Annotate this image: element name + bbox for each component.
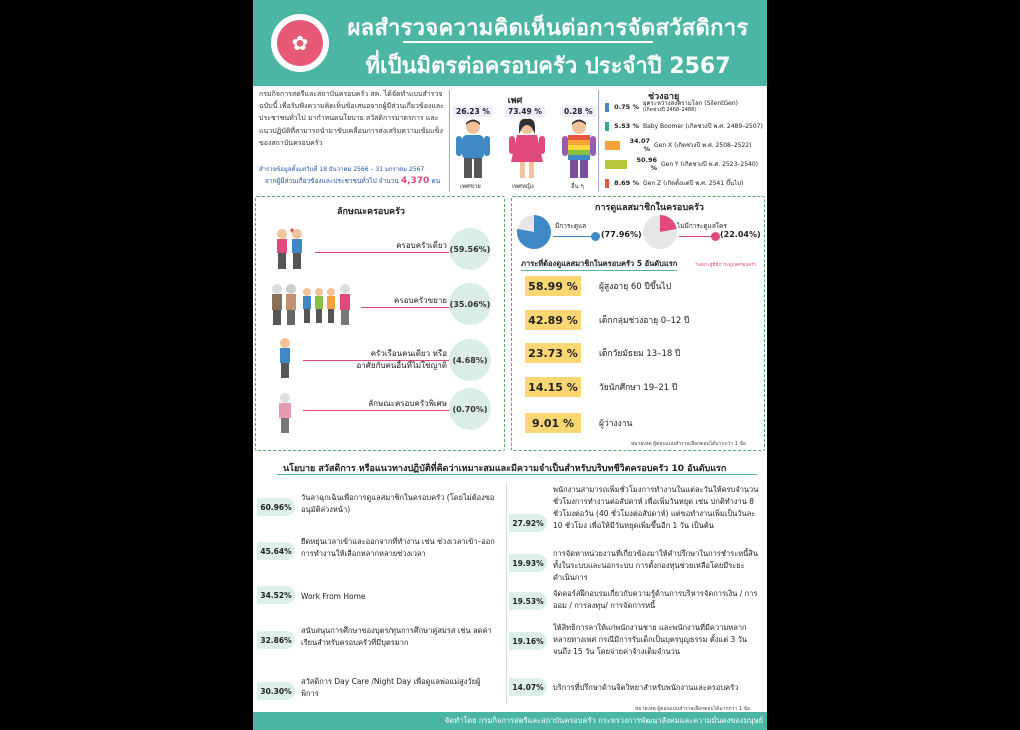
care-yes-connector — [553, 236, 595, 237]
policy-item-pct: 19.53% — [509, 592, 547, 610]
respondents-number: 4,370 — [400, 176, 430, 186]
care-item-label: ผู้สูงอายุ 60 ปีขึ้นไป — [599, 282, 672, 292]
age-row — [605, 138, 751, 152]
policy-item-text: ยืดหยุ่นเวลาเข้าและออกจากที่ทำงาน เช่น ช่วงเวลาเข้า–ออกการทำงานให้เลือกหลากหลายช่วงเวลา — [301, 537, 495, 558]
special-family-icon — [275, 392, 295, 434]
care-pie-no — [641, 213, 679, 251]
care-item-label: เด็กกลุ่มช่วงอายุ 0–12 ปี — [599, 316, 690, 326]
policy-item — [257, 536, 497, 560]
policy-item-pct: 45.64% — [257, 542, 295, 560]
family-connector-line — [315, 252, 451, 253]
title-divider — [403, 41, 653, 43]
family-single-label-line2: อาศัยกับคนอื่นที่ไม่ใช่ญาติ — [356, 361, 447, 370]
care-item — [525, 343, 680, 363]
care-item-pct: 9.01 % — [525, 413, 581, 433]
gender-male-pct: 26.23 % — [453, 106, 493, 117]
family-title: ลักษณะครอบครัว — [337, 207, 405, 217]
policy-item-text: สวัสดิการ Day Care /Night Day เพื่อดูแลพ่อแม่สูงวัยผู้พิการ — [301, 677, 481, 698]
age-pct: 34.07 % — [629, 137, 650, 153]
male-figure-icon — [453, 118, 493, 180]
age-bar — [605, 141, 620, 150]
policy-item — [509, 622, 763, 658]
age-pct: 5.53 % — [614, 122, 639, 130]
other-gender-figure-icon — [559, 118, 599, 180]
policy-note: หมายเหตุ ผู้ตอบแบบสำรวจเลือกตอบได้มากกว่า 1 ข้อ — [635, 706, 750, 712]
age-row — [605, 157, 758, 171]
age-bar — [605, 160, 627, 169]
respondents-prefix: จากผู้มีส่วนเกี่ยวข้องและประชาชนทั่วไป จำนวน — [265, 177, 399, 185]
age-bar — [605, 122, 609, 131]
age-label — [661, 161, 758, 168]
age-title: ช่วงอายุ — [648, 92, 680, 102]
policy-item — [257, 625, 497, 649]
care-item-label: วัยนักศึกษา 19–21 ปี — [599, 383, 678, 393]
age-pct: 8.69 % — [614, 179, 639, 187]
age-label-main: Gen Y (เกิดช่วงปี พ.ศ. 2523–2540) — [661, 160, 758, 168]
care-pie-yes — [515, 213, 553, 251]
family-nuclear-label: ครอบครัวเดี่ยว — [396, 241, 447, 250]
intro-text: กรมกิจการสตรีและสถาบันครอบครัว สค. ได้จัดทำแบบสำรวจฉบับนี้ เพื่อรับฟังความคิดเห็นข้อเสนอจากผู้มีส่วนเกี่ยวข้องและประชาชนทั่วไป มากำหนดนโยบาย สวัสดิการมาตรการ และแนวปฏิบัติที่สามารถนำมาขับเคลื่อนการส่งเสริมความเข้มแข็งของสถาบันครอบครัว — [259, 90, 444, 147]
header-banner — [253, 0, 767, 86]
age-label-main: ยุคระหว่างสงครามโลก (SilentGen) — [643, 100, 739, 107]
age-label — [643, 123, 763, 130]
gender-female-label: เพศหญิง — [512, 183, 534, 190]
care-item-pct: 42.89 % — [525, 310, 581, 330]
title-line-1: ผลสำรวจความคิดเห็นต่อการจัดสวัสดิการ — [347, 16, 749, 41]
care-item-label: ผู้ว่างงาน — [599, 419, 633, 429]
separator — [449, 90, 450, 192]
policy-item-pct: 32.86% — [257, 631, 295, 649]
respondents-count — [265, 176, 455, 186]
age-row — [605, 119, 763, 133]
survey-period: สำรวจข้อมูลตั้งแต่วันที่ 18 ธันวาคม 2566 – 31 มกราคม 2567 — [259, 166, 425, 173]
care-title: การดูแลสมาชิกในครอบครัว — [595, 203, 704, 213]
gender-title: เพศ — [507, 96, 523, 106]
care-yes-dot — [591, 232, 600, 241]
policy-item-pct: 27.92% — [509, 514, 547, 532]
family-single-pct: (4.68%) — [449, 339, 491, 381]
age-label — [643, 180, 743, 187]
family-special-label: ลักษณะครอบครัวพิเศษ — [368, 399, 447, 408]
family-single-label — [303, 348, 447, 372]
policy-item-text: ให้สิทธิการลาให้แก่พนักงานชาย และพนักงานที่มีความหลากหลายทางเพศ กรณีมีการรับเด็กเป็นบุตรบุญธรรม ตั้งแต่ 3 วันจนถึง 15 วัน โดยจ่ายค่าจ้างเต็มจำนวน — [553, 623, 747, 656]
age-row — [605, 176, 743, 190]
gender-other-pct: 0.28 % — [561, 106, 596, 117]
care-item — [525, 276, 671, 296]
title-line-2: ที่เป็นมิตรต่อครอบครัว ประจำปี 2567 — [365, 54, 731, 79]
policy-item — [257, 586, 497, 604]
care-top5-title: ภาระที่ต้องดูแลสมาชิกในครอบครัว 5 อันดับแรก — [521, 258, 677, 271]
care-no-label: ไม่มีการะดูแลใคร — [677, 222, 727, 230]
care-item-pct: 23.73 % — [525, 343, 581, 363]
family-connector-line — [361, 307, 451, 308]
age-pct: 0.75 % — [614, 103, 639, 111]
care-top5-note: *เฉพาะผู้ที่มีภาระดูแลครอบครัว — [695, 263, 757, 268]
care-no-connector — [679, 236, 715, 237]
age-label-main: Baby Boomer (เกิดช่วงปี พ.ศ. 2489–2507) — [643, 122, 763, 130]
age-bar — [605, 103, 609, 112]
department-logo — [271, 14, 329, 72]
age-row — [605, 100, 738, 114]
policy-title: นโยบาย สวัสดิการ หรือแนวทางปฏิบัติที่คิดว่าเหมาะสมและมีความจำเป็นสำหรับบริบทชีวิตครอบครัว 10 อันดับแรก — [283, 464, 727, 474]
female-figure-icon — [507, 118, 547, 180]
policy-item-text: จัดคอร์สฝึกอบรมเกี่ยวกับความรู้ด้านการบริหารจัดการเงิน / การออม / การลงทุน/ การจัดการหนี้ — [553, 589, 758, 610]
family-extended-pct: (35.06%) — [449, 283, 491, 325]
policy-item — [509, 548, 763, 584]
care-item-label: เด็กวัยมัธยม 13–18 ปี — [599, 349, 681, 359]
age-bar — [605, 179, 609, 188]
age-label-sub: (เกิดช่วงปี 2468–2488) — [643, 107, 697, 113]
care-yes-label: มีการะดูแล — [555, 222, 587, 230]
policy-item — [257, 676, 497, 700]
policy-item — [509, 588, 763, 612]
age-pct: 50.96 % — [636, 156, 657, 172]
policy-item — [509, 484, 763, 532]
care-yes-pct: (77.96%) — [601, 230, 642, 239]
policy-item-text: พนักงานสามารถเพิ่มชั่วโมงการทำงานในแต่ละวันให้ครบจำนวนชั่วโมงการทำงานต่อสัปดาห์ เพื่อเพิ่มวันหยุด เช่น ปกติทำงาน 8 ชั่วโมงต่อวัน (40 ชั่วโมงต่อสัปดาห์) แต่ขอทำงานเพิ่มเป็นวันละ 10 ชั่วโมง เพื่อให้มีวันหยุดเพิ่มขึ้นอีก 1 วัน เป็นต้น — [553, 485, 759, 530]
family-nuclear-pct: (59.56%) — [449, 228, 491, 270]
policy-item-text: วันลาฉุกเฉินเพื่อการดูแลสมาชิกในครอบครัว (โดยไม่ต้องขออนุมัติล่วงหน้า) — [301, 493, 495, 514]
policy-item-pct: 34.52% — [257, 586, 295, 604]
policy-item-pct: 19.93% — [509, 554, 547, 572]
policy-item — [509, 678, 763, 696]
footer-credit: จัดทำโดย กรมกิจการสตรีและสถาบันครอบครัว กระทรวงการพัฒนาสังคมและความมั่นคงของมนุษย์ — [253, 712, 767, 730]
nuclear-family-icon — [273, 228, 307, 272]
infographic-poster — [253, 0, 767, 730]
care-no-pct: (22.04%) — [720, 230, 761, 239]
gender-female-pct: 73.49 % — [505, 106, 545, 117]
age-label-main: Gen Z (เกิดตั้งแต่ปี พ.ศ. 2541 ขึ้นไป) — [643, 179, 744, 187]
age-label-main: Gen X (เกิดช่วงปี พ.ศ. 2508–2522) — [654, 141, 752, 149]
policy-item-text: บริการที่ปรึกษาด้านจิตวิทยาสำหรับพนักงานและครอบครัว — [553, 683, 739, 692]
care-item-pct: 14.15 % — [525, 377, 581, 397]
policy-item-pct: 60.96% — [257, 498, 295, 516]
age-label — [643, 100, 738, 114]
policy-item-pct: 19.16% — [509, 632, 547, 650]
care-no-dot — [711, 232, 720, 241]
policy-title-underline — [277, 474, 757, 475]
respondents-unit: คน — [431, 177, 441, 185]
policy-item-text: การจัดหาหน่วยงานที่เกี่ยวข้องมาให้คำปรึกษาในการชำระหนี้สินทั้งในระบบและนอกระบบ การตั้งกองทุนช่วยเหลือโดยมีระยะดำเนินการ — [553, 549, 759, 582]
care-item — [525, 377, 677, 397]
age-label — [654, 142, 751, 149]
seal-icon: ✿ — [277, 20, 323, 66]
care-item — [525, 310, 689, 330]
policy-item — [257, 492, 497, 516]
policy-item-text: สนับสนุนการศึกษาของบุตร/ทุนการศึกษาคู่สมรส เช่น ลดค่าเรียนสำหรับครอบครัวที่มีบุตรมาก — [301, 626, 492, 647]
policy-item-pct: 14.07% — [509, 678, 547, 696]
policy-divider — [506, 482, 507, 704]
family-single-label-line1: ครัวเรือนคนเดียว หรือ — [370, 349, 447, 358]
gender-other-label: อื่น ๆ — [571, 183, 584, 190]
single-person-icon — [275, 337, 295, 379]
policy-item-text: Work From Home — [301, 592, 366, 601]
care-item — [525, 413, 632, 433]
family-connector-line — [303, 410, 451, 411]
care-note: หมายเหตุ ผู้ตอบแบบสำรวจเลือกตอบได้มากกว่า 1 ข้อ — [631, 441, 746, 447]
family-special-pct: (0.70%) — [449, 388, 491, 430]
policy-item-pct: 30.30% — [257, 682, 295, 700]
family-extended-label: ครอบครัวขยาย — [393, 296, 447, 305]
gender-male-label: เพศชาย — [460, 183, 481, 190]
care-item-pct: 58.99 % — [525, 276, 581, 296]
